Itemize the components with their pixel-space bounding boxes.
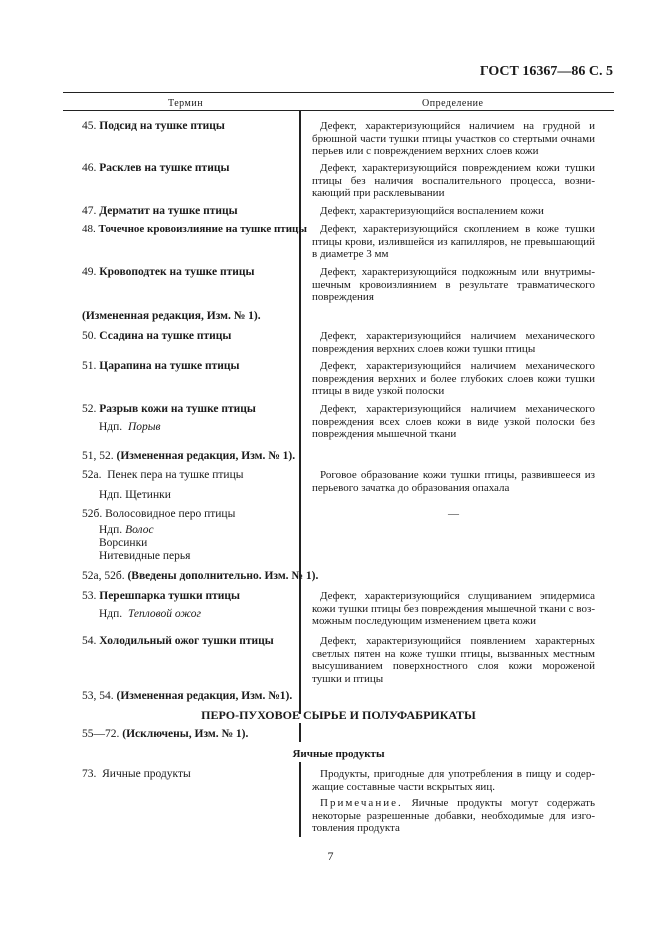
term-entry-51 bbox=[82, 360, 239, 373]
term-entry-52b bbox=[82, 508, 235, 521]
note-label: Примечание. bbox=[320, 797, 403, 809]
term-number: 52. bbox=[82, 403, 97, 415]
definition-54: Дефект, характеризующийся появлением характерных светлых пятен на коже тушки птицы, вызванных местным высушиванием поверхностного слоя кожи мороженой тушки и птицы bbox=[312, 635, 595, 685]
excluded-note-55-72: 55—72. (Исключены, Изм. № 1). bbox=[82, 728, 249, 740]
column-divider bbox=[299, 111, 301, 714]
column-divider bbox=[299, 762, 301, 837]
ndp-52b-variant: Ворсинки bbox=[99, 537, 148, 549]
term-number: 49. bbox=[82, 266, 97, 278]
definition-49: Дефект, характеризующийся подкожным или внутримышечным кровоизлиянием в результате травматического повреждения bbox=[312, 266, 595, 303]
term-title: Подсид на тушке птицы bbox=[99, 120, 225, 132]
term-entry-47 bbox=[82, 205, 238, 218]
term-entry-54 bbox=[82, 635, 274, 648]
definition-52a: Роговое образование кожи тушки птицы, развившееся из перьевого зачатка до образования опахала bbox=[312, 469, 595, 494]
page-header: ГОСТ 16367—86 С. 5 bbox=[479, 64, 613, 79]
term-entry-49 bbox=[82, 266, 254, 279]
term-number: 45. bbox=[82, 120, 97, 132]
amendment-note-52: 51, 52. (Измененная редакция, Изм. № 1). bbox=[82, 450, 296, 462]
term-title: Расклев на тушке птицы bbox=[99, 162, 230, 174]
term-title: Ссадина на тушке птицы bbox=[99, 330, 232, 342]
term-entry-53 bbox=[82, 590, 240, 603]
term-entry-73 bbox=[82, 768, 191, 781]
ndp-52b-variant: Нитевидные перья bbox=[99, 550, 191, 562]
term-title: Точечное кровоизлияние на тушке птицы bbox=[98, 223, 307, 235]
term-number: 51. bbox=[82, 360, 97, 372]
table-top-rule bbox=[63, 92, 614, 93]
term-entry-52 bbox=[82, 403, 256, 416]
ndp-53: Ндп. Тепловой ожог bbox=[99, 608, 202, 620]
page-number: 7 bbox=[327, 849, 334, 863]
term-title: Разрыв кожи на тушке птицы bbox=[99, 403, 256, 415]
term-title: Яичные продукты bbox=[102, 768, 191, 780]
definition-45: Дефект, характеризующийся наличием на грудной и брюшной части тушки птицы участков со стертыми очнами перьев или с повреждением верхних слоев кожи bbox=[312, 120, 595, 157]
term-title: Пенек пера на тушке птицы bbox=[107, 469, 244, 481]
amendment-note-49: (Измененная редакция, Изм. № 1). bbox=[82, 310, 261, 322]
term-number: 48. bbox=[82, 223, 96, 235]
definition-50: Дефект, характеризующийся наличием механического повреждения верхних слоев кожи тушки птицы bbox=[312, 330, 595, 355]
table-header-rule bbox=[63, 110, 614, 111]
definition-51: Дефект, характеризующийся наличием механического повреждения верхних и более глубоких слоев кожи тушки птицы в виде узкой полоски bbox=[312, 360, 595, 397]
term-entry-50 bbox=[82, 330, 231, 343]
definition-column-header: Определение bbox=[422, 98, 484, 109]
ndp-52a: Ндп. Щетинки bbox=[99, 489, 171, 501]
column-divider bbox=[299, 723, 301, 742]
note-73 bbox=[312, 797, 595, 835]
term-title: Дерматит на тушке птицы bbox=[99, 205, 238, 217]
term-number: 73. bbox=[82, 768, 97, 780]
definition-52b: — bbox=[448, 508, 459, 520]
term-number: 47. bbox=[82, 205, 97, 217]
term-entry-46 bbox=[82, 162, 229, 175]
term-title: Перешпарка тушки птицы bbox=[99, 590, 240, 602]
term-entry-48 bbox=[82, 223, 307, 236]
section-heading-egg-products: Яичные продукты bbox=[292, 748, 385, 760]
term-title: Кровоподтек на тушке птицы bbox=[99, 266, 255, 278]
term-entry-52a bbox=[82, 469, 243, 482]
definition-73: Продукты, пригодные для употребления в пищу и содержащие составные части вскрытых яиц. bbox=[312, 768, 595, 793]
term-number: 53. bbox=[82, 590, 97, 602]
note-text: Яичные продукты могут содержать некоторые разрешенные добавки, необходимые для изготовления продукта bbox=[312, 797, 595, 834]
ndp-52b: Ндп. Волос bbox=[99, 524, 154, 536]
amendment-note-54: 53, 54. (Измененная редакция, Изм. №1). bbox=[82, 690, 293, 702]
term-number: 46. bbox=[82, 162, 97, 174]
section-heading-feather: ПЕРО-ПУХОВОЕ СЫРЬЕ И ПОЛУФАБРИКАТЫ bbox=[201, 708, 476, 722]
definition-48: Дефект, характеризующийся скоплением в коже тушки птицы крови, излившейся из капилляров, не превышающий в диаметре 3 мм bbox=[312, 223, 595, 260]
term-number: 54. bbox=[82, 635, 97, 647]
definition-52: Дефект, характеризующийся наличием механического повреждения всех слоев кожи в виде узкой полоски без повреждения мышечной ткани bbox=[312, 403, 595, 440]
term-title: Волосовидное перо птицы bbox=[105, 508, 236, 520]
term-entry-45 bbox=[82, 120, 225, 133]
term-column-header: Термин bbox=[168, 98, 204, 109]
term-number: 52б. bbox=[82, 508, 103, 520]
term-title: Царапина на тушке птицы bbox=[99, 360, 240, 372]
ndp-52: Ндп. Порыв bbox=[99, 421, 161, 433]
term-number: 50. bbox=[82, 330, 97, 342]
term-title: Холодильный ожог тушки птицы bbox=[99, 635, 274, 647]
definition-53: Дефект, характеризующийся слущиванием эпидермиса кожи тушки птицы без повреждения мышечной ткани с возможным последующим изменением цвета кожи bbox=[312, 590, 595, 627]
term-number: 52а. bbox=[82, 469, 102, 481]
definition-46: Дефект, характеризующийся повреждением кожи тушки птицы без наличия воспалительного процесса, возникающий при расклевывании bbox=[312, 162, 595, 199]
amendment-note-52b: 52а, 52б. (Введены дополнительно. Изм. № 1). bbox=[82, 570, 319, 582]
definition-47: Дефект, характеризующийся воспалением кожи bbox=[320, 205, 544, 217]
